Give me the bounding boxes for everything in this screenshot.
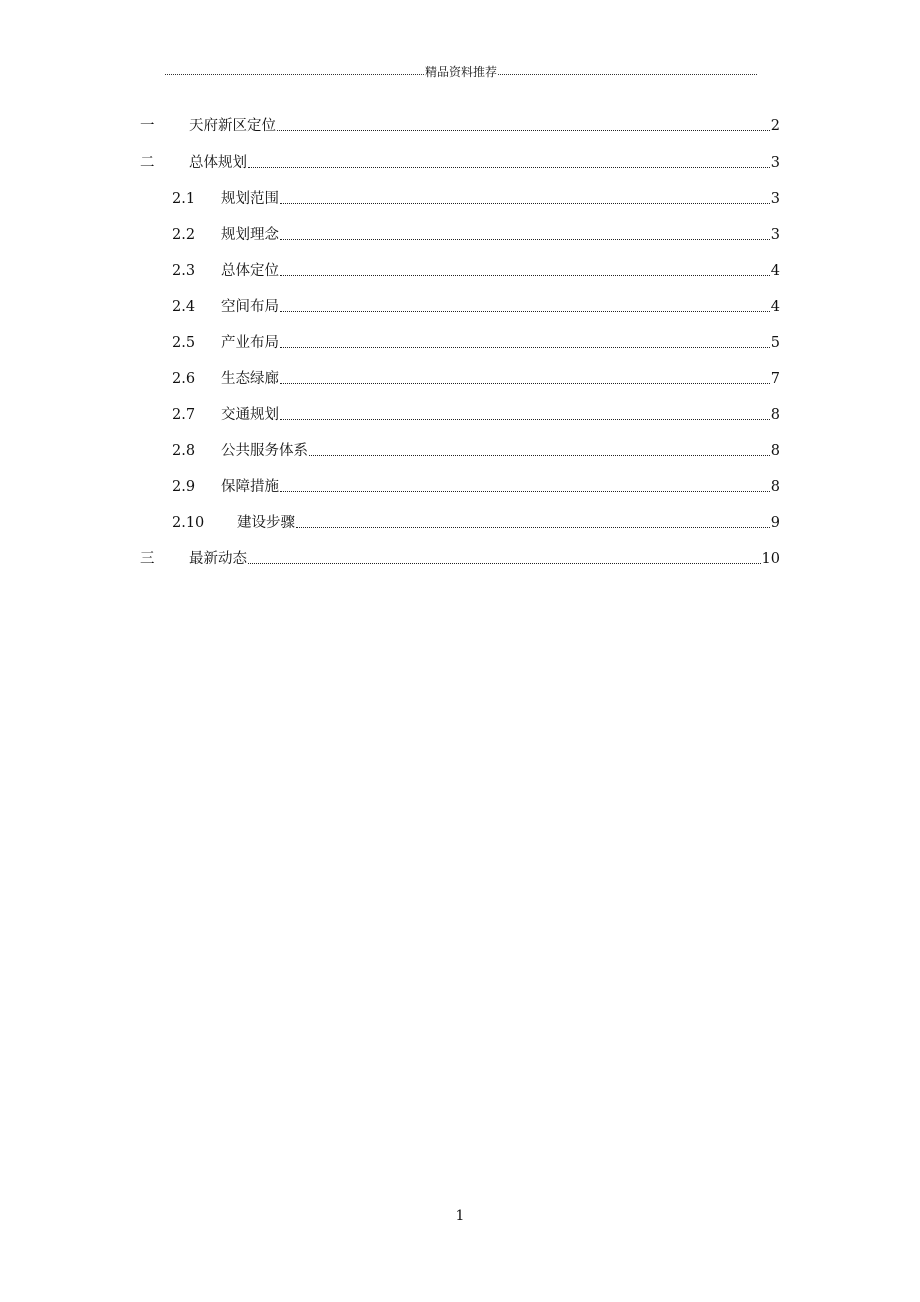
toc-entry[interactable] [140,549,780,569]
toc-entry-number: 2.1 [172,191,196,207]
toc-entry-leader [296,527,770,528]
toc-entry-page: 5 [770,335,780,351]
toc-entry-title: 天府新区定位 [189,118,276,134]
toc-entry[interactable] [172,225,780,245]
toc-entry-page: 2 [770,118,780,134]
toc-entry-number: 2.4 [172,299,196,315]
toc-entry[interactable] [172,477,780,497]
toc-entry-page: 8 [770,407,780,423]
toc-entry-number: 2.8 [172,443,196,459]
toc-entry-page: 3 [770,155,780,171]
header-text: 精品资料推荐 [425,65,498,79]
toc-entry-number: 2.5 [172,335,196,351]
header-leader-left [165,74,424,75]
toc-entry-page: 4 [770,299,780,315]
toc-entry-leader [280,203,770,204]
toc-entry-leader [280,419,770,420]
toc-entry-number: 2.7 [172,407,196,423]
toc-entry-title: 规划范围 [221,191,279,207]
toc-entry-title: 规划理念 [221,227,279,243]
toc-entry-page: 4 [770,263,780,279]
toc-entry-leader [280,275,770,276]
toc-entry-leader [280,491,770,492]
toc-entry-title: 保障措施 [221,479,279,495]
toc-entry-number: 一 [140,118,155,134]
toc-entry-number: 三 [140,551,155,567]
toc-entry[interactable] [172,441,780,461]
toc-entry-title: 总体定位 [221,263,279,279]
toc-entry-title: 总体规划 [189,155,247,171]
toc-entry-page: 8 [770,443,780,459]
toc-entry-title: 最新动态 [189,551,247,567]
toc-entry-leader [309,455,770,456]
toc-entry[interactable] [172,297,780,317]
toc-entry-leader [280,383,770,384]
toc-entry[interactable] [172,369,780,389]
toc-entry-title: 交通规划 [221,407,279,423]
toc-entry[interactable] [172,405,780,425]
toc-entry[interactable] [172,513,780,533]
toc-entry-title: 空间布局 [221,299,279,315]
toc-entry-title: 建设步骤 [237,515,295,531]
toc-entry-title: 产业布局 [221,335,279,351]
toc-entry[interactable] [172,333,780,353]
toc-entry[interactable] [172,189,780,209]
toc-entry-leader [277,130,770,131]
toc-entry-number: 2.10 [172,515,205,531]
toc-entry-leader [248,563,761,564]
toc-entry-leader [248,167,770,168]
toc-entry-title: 生态绿廊 [221,371,279,387]
toc-entry-number: 2.3 [172,263,196,279]
toc-entry-leader [280,347,770,348]
toc-entry-page: 9 [770,515,780,531]
toc-entry[interactable] [140,116,780,136]
toc-entry-number: 2.6 [172,371,196,387]
page-number: 1 [455,1208,465,1224]
toc-entry-page: 10 [761,551,780,567]
toc-entry-page: 8 [770,479,780,495]
toc-entry-title: 公共服务体系 [221,443,308,459]
toc-entry-number: 二 [140,155,155,171]
toc-entry-page: 3 [770,191,780,207]
toc-entry-page: 3 [770,227,780,243]
toc-entry-page: 7 [770,371,780,387]
page-header [165,64,757,80]
header-leader-right [498,74,757,75]
toc-entry-leader [280,311,770,312]
toc-entry-leader [280,239,770,240]
toc-entry[interactable] [172,261,780,281]
toc-entry-number: 2.9 [172,479,196,495]
toc-entry-number: 2.2 [172,227,196,243]
toc-entry[interactable] [140,153,780,173]
